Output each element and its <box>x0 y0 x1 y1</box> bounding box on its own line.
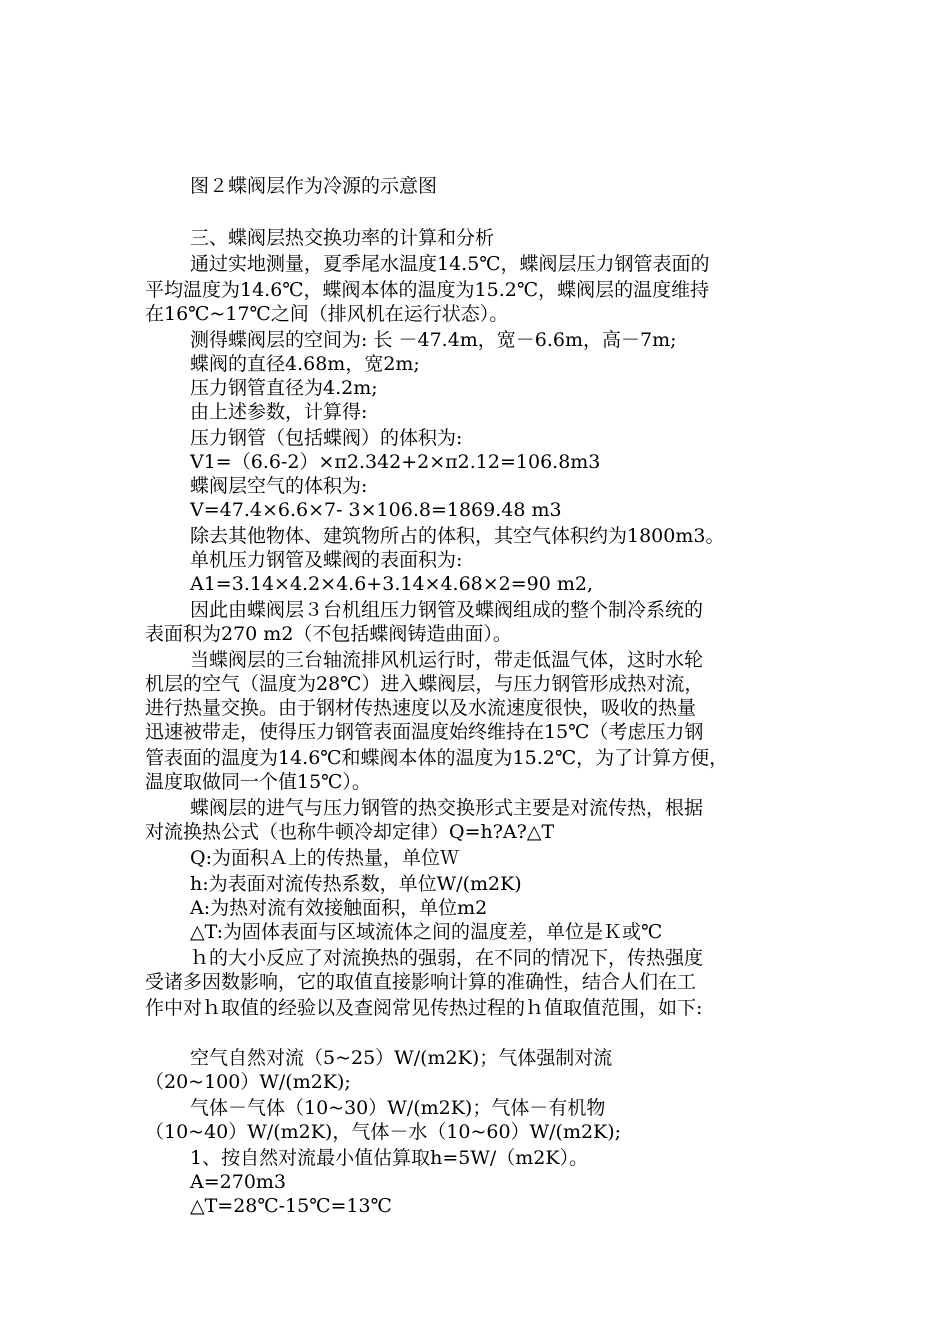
formula-line: V1=（6.6-2）×π2.342+2×π2.12=106.8m3 <box>190 451 601 473</box>
text-line: 单机压力钢管及蝶阀的表面积为: <box>190 549 463 571</box>
text-line: 蝶阀的直径4.68m，宽2m; <box>190 353 420 375</box>
text-line: 机层的空气（温度为28℃）进入蝶阀层，与压力钢管形成热对流， <box>145 673 704 695</box>
text-line: 进行热量交换。由于钢材传热速度以及水流速度很快，吸收的热量 <box>145 697 697 719</box>
text-line: 通过实地测量，夏季尾水温度14.5℃，蝶阀层压力钢管表面的 <box>190 253 710 275</box>
text-line: 当蝶阀层的三台轴流排风机运行时，带走低温气体，这时水轮 <box>190 649 704 671</box>
text-line: ｈ的大小反应了对流换热的强弱，在不同的情况下，传热强度 <box>190 947 704 969</box>
text-line: 迅速被带走，使得压力钢管表面温度始终维持在15℃（考虑压力钢 <box>145 721 704 743</box>
text-line: 测得蝶阀层的空间为: 长 －47.4m，宽－6.6m，高－7m; <box>190 329 677 351</box>
text-line: （20~100）W/(m2K); <box>145 1071 351 1093</box>
text-line: 在16℃~17℃之间（排风机在运行状态）。 <box>145 303 509 325</box>
text-line: 蝶阀层的进气与压力钢管的热交换形式主要是对流传热，根据 <box>190 797 704 819</box>
text-line: 对流换热公式（也称牛顿冷却定律）Q=h?A?△T <box>145 821 555 843</box>
text-line: 因此由蝶阀层３台机组压力钢管及蝶阀组成的整个制冷系统的 <box>190 599 704 621</box>
text-line: 平均温度为14.6℃，蝶阀本体的温度为15.2℃，蝶阀层的温度维持 <box>145 279 710 301</box>
definition-line: h:为表面对流传热系数，单位W/(m2K) <box>190 873 522 895</box>
figure-caption: 图２蝶阀层作为冷源的示意图 <box>190 175 438 197</box>
formula-line: A=270m3 <box>190 1171 287 1193</box>
formula-line: A1=3.14×4.2×4.6+3.14×4.68×2=90 m2, <box>190 573 594 595</box>
formula-line: V=47.4×6.6×7- 3×106.8=1869.48 m3 <box>190 499 562 521</box>
text-line: （10~40）W/(m2K)，气体－水（10~60）W/(m2K); <box>145 1121 622 1143</box>
formula-line: △T=28℃-15℃=13℃ <box>190 1195 392 1217</box>
text-line: 表面积为270 m2（不包括蝶阀铸造曲面）。 <box>145 623 512 645</box>
text-line: 由上述参数，计算得: <box>190 401 368 423</box>
text-line: 管表面的温度为14.6℃和蝶阀本体的温度为15.2℃，为了计算方便， <box>145 747 729 769</box>
text-line: 除去其他物体、建筑物所占的体积，其空气体积约为1800m3。 <box>190 525 725 547</box>
text-line: 蝶阀层空气的体积为: <box>190 475 368 497</box>
definition-line: A:为热对流有效接触面积，单位m2 <box>190 897 488 919</box>
definition-line: △T:为固体表面与区域流体之间的温度差，单位是Ｋ或℃ <box>190 921 663 943</box>
definition-line: Q:为面积Ａ上的传热量，单位Ｗ <box>190 847 459 869</box>
text-line: 1、按自然对流最小值估算取h=5W/（m2K）。 <box>190 1147 589 1169</box>
text-line: 压力钢管直径为4.2m; <box>190 377 378 399</box>
text-line: 压力钢管（包括蝶阀）的体积为: <box>190 427 463 449</box>
text-line: 作中对ｈ取值的经验以及查阅常见传热过程的ｈ值取值范围，如下: <box>145 997 703 1019</box>
text-line: 受诸多因数影响，它的取值直接影响计算的准确性，结合人们在工 <box>145 971 697 993</box>
text-line: 气体－气体（10~30）W/(m2K)；气体－有机物 <box>190 1097 606 1119</box>
section-heading: 三、蝶阀层热交换功率的计算和分析 <box>190 227 495 249</box>
text-line: 空气自然对流（5~25）W/(m2K)；气体强制对流 <box>190 1047 613 1069</box>
text-line: 温度取做同一个值15℃）。 <box>145 771 371 793</box>
